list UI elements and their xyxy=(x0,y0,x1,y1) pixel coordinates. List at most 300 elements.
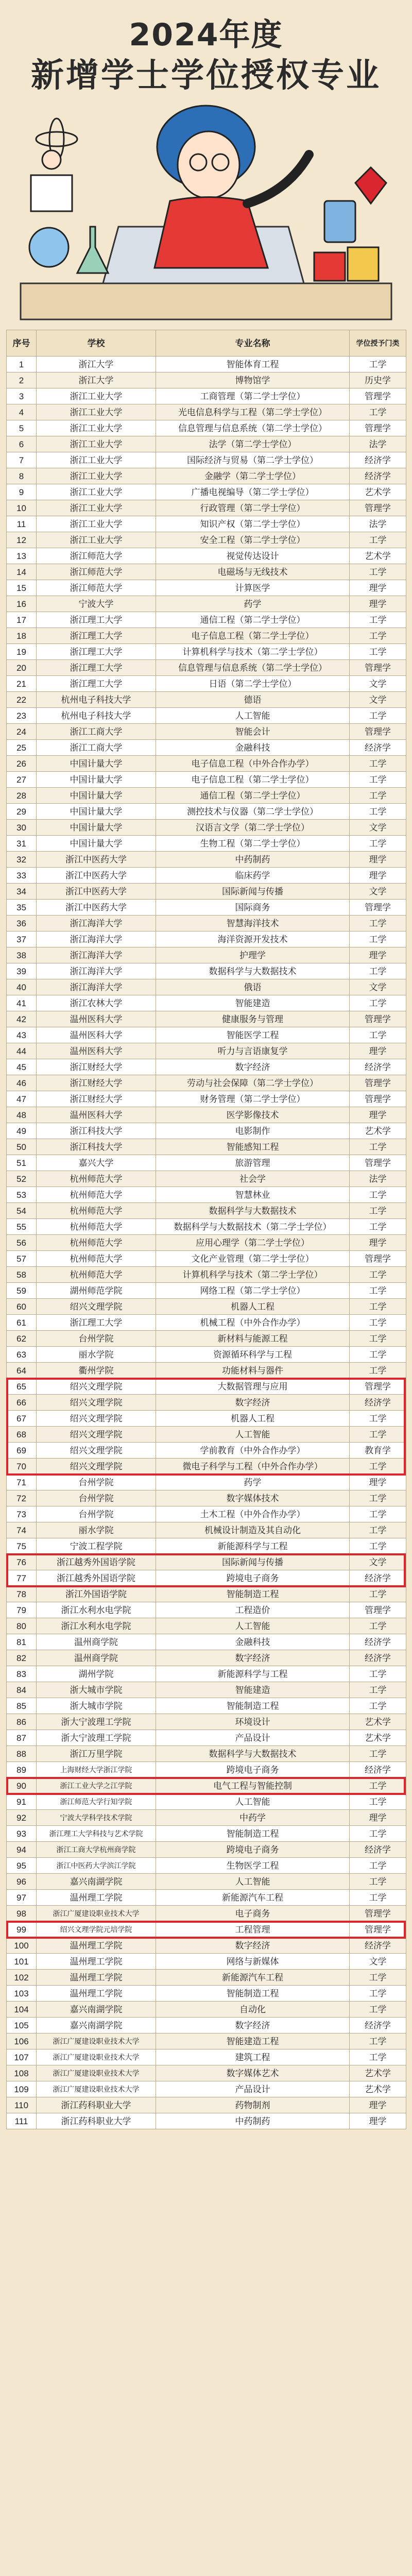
row-school: 杭州师范大学 xyxy=(37,1187,156,1203)
row-category: 经济学 xyxy=(350,1650,406,1666)
row-category: 文学 xyxy=(350,676,406,692)
row-major: 智能体育工程 xyxy=(156,357,350,372)
row-major: 国际经济与贸易（第二学士学位） xyxy=(156,452,350,468)
table-row xyxy=(7,1634,406,1650)
row-no: 90 xyxy=(7,1778,37,1794)
row-major: 功能材料与器件 xyxy=(156,1363,350,1379)
row-major: 中药制药 xyxy=(156,852,350,868)
row-no: 72 xyxy=(7,1490,37,1506)
row-category: 管理学 xyxy=(350,388,406,404)
row-category: 文学 xyxy=(350,692,406,708)
table-row xyxy=(7,1650,406,1666)
row-category: 工学 xyxy=(350,1219,406,1235)
row-no: 80 xyxy=(7,1618,37,1634)
row-school: 浙江中医药大学 xyxy=(37,884,156,900)
row-school: 杭州电子科技大学 xyxy=(37,692,156,708)
table-row xyxy=(7,628,406,644)
row-no: 28 xyxy=(7,788,37,804)
row-category: 艺术学 xyxy=(350,548,406,564)
row-no: 37 xyxy=(7,931,37,947)
row-school: 浙江工商大学 xyxy=(37,740,156,756)
row-category: 经济学 xyxy=(350,1762,406,1778)
table-row xyxy=(7,772,406,788)
table-row xyxy=(7,1874,406,1890)
row-no: 17 xyxy=(7,612,37,628)
row-major: 人工智能 xyxy=(156,1794,350,1810)
row-no: 99 xyxy=(7,1922,37,1938)
row-no: 51 xyxy=(7,1155,37,1171)
row-school: 宁波工程学院 xyxy=(37,1538,156,1554)
table-row xyxy=(7,1714,406,1730)
table-row xyxy=(7,1299,406,1315)
table-row xyxy=(7,1219,406,1235)
table-row xyxy=(7,1203,406,1219)
row-major: 大数据管理与应用 xyxy=(156,1379,350,1395)
row-category: 工学 xyxy=(350,1506,406,1522)
table-row xyxy=(7,1459,406,1475)
row-major: 通信工程（第二学士学位） xyxy=(156,788,350,804)
row-school: 台州学院 xyxy=(37,1506,156,1522)
arm-shape xyxy=(247,155,309,204)
table-row xyxy=(7,884,406,900)
table-row xyxy=(7,372,406,388)
row-category: 工学 xyxy=(350,788,406,804)
row-major: 光电信息科学与工程（第二学士学位） xyxy=(156,404,350,420)
row-major: 数字经济 xyxy=(156,1650,350,1666)
table-row xyxy=(7,1411,406,1427)
row-no: 97 xyxy=(7,1890,37,1906)
table-row xyxy=(7,995,406,1011)
row-category: 工学 xyxy=(350,2002,406,2018)
row-major: 数据科学与大数据技术 xyxy=(156,1203,350,1219)
row-major: 电子信息工程（第二学士学位） xyxy=(156,772,350,788)
row-school: 浙江科技大学 xyxy=(37,1123,156,1139)
row-category: 工学 xyxy=(350,1618,406,1634)
row-no: 6 xyxy=(7,436,37,452)
row-category: 工学 xyxy=(350,1363,406,1379)
row-school: 嘉兴南湖学院 xyxy=(37,2018,156,2033)
row-no: 76 xyxy=(7,1554,37,1570)
row-school: 浙江农林大学 xyxy=(37,995,156,1011)
row-major: 汉语言文学（第二学士学位） xyxy=(156,820,350,836)
table-row xyxy=(7,1954,406,1970)
table-row xyxy=(7,612,406,628)
books-icon-2 xyxy=(348,247,379,281)
header-illustration xyxy=(0,98,412,325)
row-category: 管理学 xyxy=(350,1075,406,1091)
row-no: 18 xyxy=(7,628,37,644)
table-row xyxy=(7,436,406,452)
table-row xyxy=(7,836,406,852)
row-school: 温州医科大学 xyxy=(37,1043,156,1059)
row-school: 杭州师范大学 xyxy=(37,1251,156,1267)
row-major: 信息管理与信息系统（第二学士学位） xyxy=(156,660,350,676)
row-major: 视觉传达设计 xyxy=(156,548,350,564)
row-category: 工学 xyxy=(350,628,406,644)
row-category: 工学 xyxy=(350,1139,406,1155)
shirt-shape xyxy=(154,197,268,268)
row-no: 21 xyxy=(7,676,37,692)
table-row xyxy=(7,1091,406,1107)
row-category: 工学 xyxy=(350,1826,406,1842)
row-school: 温州医科大学 xyxy=(37,1107,156,1123)
row-category: 工学 xyxy=(350,1315,406,1331)
row-major: 测控技术与仪器（第二学士学位） xyxy=(156,804,350,820)
table-row xyxy=(7,516,406,532)
row-no: 41 xyxy=(7,995,37,1011)
row-major: 药学 xyxy=(156,1475,350,1490)
row-category: 理学 xyxy=(350,1810,406,1826)
row-category: 工学 xyxy=(350,708,406,724)
table-row xyxy=(7,2033,406,2049)
row-category: 法学 xyxy=(350,516,406,532)
row-school: 浙江广厦建设职业技术大学 xyxy=(37,2049,156,2065)
row-school: 浙江工业大学 xyxy=(37,436,156,452)
table-row xyxy=(7,947,406,963)
row-no: 46 xyxy=(7,1075,37,1091)
row-major: 智能会计 xyxy=(156,724,350,740)
row-category: 文学 xyxy=(350,1954,406,1970)
row-school: 浙江理工大学 xyxy=(37,628,156,644)
row-school: 浙江广厦建设职业技术大学 xyxy=(37,1906,156,1922)
row-major: 数字经济 xyxy=(156,2018,350,2033)
table-row xyxy=(7,2097,406,2113)
row-school: 中国计量大学 xyxy=(37,836,156,852)
table-row xyxy=(7,1698,406,1714)
row-no: 1 xyxy=(7,357,37,372)
books-icon xyxy=(314,252,345,281)
row-major: 智能制造工程 xyxy=(156,1586,350,1602)
row-school: 杭州电子科技大学 xyxy=(37,708,156,724)
row-category: 工学 xyxy=(350,404,406,420)
row-category: 工学 xyxy=(350,2049,406,2065)
header-no: 序号 xyxy=(7,330,37,357)
row-category: 艺术学 xyxy=(350,1730,406,1746)
row-category: 工学 xyxy=(350,1522,406,1538)
row-school: 温州商学院 xyxy=(37,1650,156,1666)
row-category: 工学 xyxy=(350,995,406,1011)
gem-icon xyxy=(355,167,386,204)
table-row xyxy=(7,1251,406,1267)
row-major: 知识产权（第二学士学位） xyxy=(156,516,350,532)
row-major: 工商管理（第二学士学位） xyxy=(156,388,350,404)
row-school: 湖州师范学院 xyxy=(37,1283,156,1299)
table-row xyxy=(7,1155,406,1171)
row-no: 52 xyxy=(7,1171,37,1187)
row-no: 60 xyxy=(7,1299,37,1315)
row-category: 经济学 xyxy=(350,468,406,484)
row-category: 工学 xyxy=(350,963,406,979)
table-row xyxy=(7,2018,406,2033)
row-school: 绍兴文理学院 xyxy=(37,1443,156,1459)
row-no: 2 xyxy=(7,372,37,388)
row-major: 人工智能 xyxy=(156,1874,350,1890)
row-major: 建筑工程 xyxy=(156,2049,350,2065)
table-row xyxy=(7,868,406,884)
row-school: 浙江中医药大学 xyxy=(37,852,156,868)
row-major: 信息管理与信息系统（第二学士学位） xyxy=(156,420,350,436)
header xyxy=(0,0,412,330)
row-major: 产品设计 xyxy=(156,1730,350,1746)
row-major: 产品设计 xyxy=(156,2081,350,2097)
row-category: 理学 xyxy=(350,1475,406,1490)
row-no: 111 xyxy=(7,2113,37,2129)
row-no: 91 xyxy=(7,1794,37,1810)
table-row xyxy=(7,1618,406,1634)
row-school: 温州理工学院 xyxy=(37,1954,156,1970)
row-major: 德语 xyxy=(156,692,350,708)
table-row xyxy=(7,2081,406,2097)
row-major: 网络与新媒体 xyxy=(156,1954,350,1970)
row-no: 4 xyxy=(7,404,37,420)
table-row xyxy=(7,1283,406,1299)
row-school: 嘉兴南湖学院 xyxy=(37,2002,156,2018)
table-row xyxy=(7,1490,406,1506)
table-row xyxy=(7,1858,406,1874)
row-school: 丽水学院 xyxy=(37,1522,156,1538)
row-major: 金融科技 xyxy=(156,740,350,756)
row-no: 3 xyxy=(7,388,37,404)
row-school: 浙江药科职业大学 xyxy=(37,2113,156,2129)
row-school: 宁波大学 xyxy=(37,596,156,612)
row-major: 俄语 xyxy=(156,979,350,995)
row-no: 31 xyxy=(7,836,37,852)
row-category: 工学 xyxy=(350,1666,406,1682)
row-category: 教育学 xyxy=(350,1443,406,1459)
row-no: 73 xyxy=(7,1506,37,1522)
table-row xyxy=(7,1890,406,1906)
table-row xyxy=(7,852,406,868)
row-major: 广播电视编导（第二学士学位） xyxy=(156,484,350,500)
row-major: 新能源科学与工程 xyxy=(156,1538,350,1554)
row-category: 经济学 xyxy=(350,452,406,468)
row-major: 中药学 xyxy=(156,1810,350,1826)
row-no: 30 xyxy=(7,820,37,836)
table-row xyxy=(7,1075,406,1091)
row-major: 跨境电子商务 xyxy=(156,1842,350,1858)
row-no: 105 xyxy=(7,2018,37,2033)
row-no: 109 xyxy=(7,2081,37,2097)
table-row xyxy=(7,1538,406,1554)
row-no: 48 xyxy=(7,1107,37,1123)
table-row xyxy=(7,1123,406,1139)
row-category: 管理学 xyxy=(350,1011,406,1027)
row-no: 47 xyxy=(7,1091,37,1107)
row-major: 行政管理（第二学士学位） xyxy=(156,500,350,516)
row-no: 70 xyxy=(7,1459,37,1475)
row-major: 电子信息工程（第二学士学位） xyxy=(156,628,350,644)
row-major: 生物医学工程 xyxy=(156,1858,350,1874)
row-category: 艺术学 xyxy=(350,2065,406,2081)
table-row xyxy=(7,1682,406,1698)
row-category: 理学 xyxy=(350,947,406,963)
row-no: 23 xyxy=(7,708,37,724)
row-no: 38 xyxy=(7,947,37,963)
row-school: 上海财经大学浙江学院 xyxy=(37,1762,156,1778)
row-major: 智能制造工程 xyxy=(156,1986,350,2002)
row-no: 68 xyxy=(7,1427,37,1443)
row-no: 36 xyxy=(7,916,37,931)
row-major: 电子信息工程（中外合作办学） xyxy=(156,756,350,772)
header-category: 学位授予门类 xyxy=(350,330,406,357)
row-category: 工学 xyxy=(350,1682,406,1698)
table-row xyxy=(7,596,406,612)
table-row xyxy=(7,1922,406,1938)
row-no: 98 xyxy=(7,1906,37,1922)
row-category: 理学 xyxy=(350,2097,406,2113)
row-category: 工学 xyxy=(350,1890,406,1906)
table-row xyxy=(7,2002,406,2018)
row-no: 65 xyxy=(7,1379,37,1395)
row-no: 45 xyxy=(7,1059,37,1075)
row-no: 100 xyxy=(7,1938,37,1954)
row-major: 新材料与能源工程 xyxy=(156,1331,350,1347)
row-major: 数字媒体艺术 xyxy=(156,2065,350,2081)
row-no: 74 xyxy=(7,1522,37,1538)
row-category: 工学 xyxy=(350,1299,406,1315)
row-school: 浙大宁波理工学院 xyxy=(37,1730,156,1746)
row-no: 62 xyxy=(7,1331,37,1347)
row-school: 浙江工业大学 xyxy=(37,388,156,404)
row-school: 浙江海洋大学 xyxy=(37,916,156,931)
row-no: 71 xyxy=(7,1475,37,1490)
row-major: 新能源汽车工程 xyxy=(156,1970,350,1986)
row-no: 24 xyxy=(7,724,37,740)
row-no: 81 xyxy=(7,1634,37,1650)
table-row xyxy=(7,1570,406,1586)
row-category: 艺术学 xyxy=(350,1714,406,1730)
row-school: 浙江理工大学 xyxy=(37,612,156,628)
row-category: 艺术学 xyxy=(350,1123,406,1139)
row-category: 工学 xyxy=(350,931,406,947)
row-major: 安全工程（第二学士学位） xyxy=(156,532,350,548)
degree-table xyxy=(6,330,406,2129)
row-school: 浙江理工大学 xyxy=(37,676,156,692)
row-school: 温州理工学院 xyxy=(37,1986,156,2002)
table-row xyxy=(7,1315,406,1331)
row-category: 管理学 xyxy=(350,724,406,740)
row-category: 理学 xyxy=(350,596,406,612)
table-row xyxy=(7,931,406,947)
row-no: 108 xyxy=(7,2065,37,2081)
row-school: 中国计量大学 xyxy=(37,804,156,820)
row-no: 103 xyxy=(7,1986,37,2002)
row-category: 文学 xyxy=(350,979,406,995)
row-no: 8 xyxy=(7,468,37,484)
table-row xyxy=(7,1730,406,1746)
row-major: 智能制造工程 xyxy=(156,1826,350,1842)
row-category: 经济学 xyxy=(350,740,406,756)
row-no: 13 xyxy=(7,548,37,564)
row-major: 智慧林业 xyxy=(156,1187,350,1203)
table-row xyxy=(7,1363,406,1379)
row-no: 92 xyxy=(7,1810,37,1826)
row-school: 浙江工业大学 xyxy=(37,468,156,484)
row-category: 理学 xyxy=(350,852,406,868)
row-category: 工学 xyxy=(350,1970,406,1986)
row-no: 69 xyxy=(7,1443,37,1459)
row-category: 理学 xyxy=(350,2113,406,2129)
row-category: 理学 xyxy=(350,868,406,884)
table-row xyxy=(7,1522,406,1538)
row-no: 29 xyxy=(7,804,37,820)
table-row xyxy=(7,420,406,436)
teacher-icon xyxy=(42,150,61,169)
table-row xyxy=(7,1043,406,1059)
row-category: 工学 xyxy=(350,357,406,372)
degree-table-wrapper xyxy=(6,330,406,2129)
row-major: 数据科学与大数据技术 xyxy=(156,963,350,979)
row-no: 42 xyxy=(7,1011,37,1027)
row-major: 微电子科学与工程（中外合作办学） xyxy=(156,1459,350,1475)
table-row xyxy=(7,1506,406,1522)
row-major: 社会学 xyxy=(156,1171,350,1187)
row-category: 文学 xyxy=(350,1554,406,1570)
table-row xyxy=(7,692,406,708)
row-category: 工学 xyxy=(350,612,406,628)
row-school: 浙江理工大学 xyxy=(37,660,156,676)
row-school: 浙江理工大学科技与艺术学院 xyxy=(37,1826,156,1842)
row-school: 温州医科大学 xyxy=(37,1011,156,1027)
row-category: 工学 xyxy=(350,1538,406,1554)
flask-icon xyxy=(77,227,108,273)
row-no: 85 xyxy=(7,1698,37,1714)
row-major: 机器人工程 xyxy=(156,1299,350,1315)
table-row xyxy=(7,756,406,772)
row-major: 电磁场与无线技术 xyxy=(156,564,350,580)
row-school: 浙江海洋大学 xyxy=(37,979,156,995)
row-major: 临床药学 xyxy=(156,868,350,884)
row-school: 嘉兴大学 xyxy=(37,1155,156,1171)
row-category: 工学 xyxy=(350,1586,406,1602)
row-major: 数字经济 xyxy=(156,1059,350,1075)
row-major: 财务管理（第二学士学位） xyxy=(156,1091,350,1107)
row-no: 96 xyxy=(7,1874,37,1890)
table-row xyxy=(7,1059,406,1075)
row-school: 中国计量大学 xyxy=(37,820,156,836)
row-school: 杭州师范大学 xyxy=(37,1219,156,1235)
row-major: 跨境电子商务 xyxy=(156,1570,350,1586)
row-major: 机器人工程 xyxy=(156,1411,350,1427)
row-no: 55 xyxy=(7,1219,37,1235)
row-school: 温州理工学院 xyxy=(37,1970,156,1986)
row-no: 9 xyxy=(7,484,37,500)
row-no: 20 xyxy=(7,660,37,676)
row-category: 艺术学 xyxy=(350,484,406,500)
row-school: 中国计量大学 xyxy=(37,772,156,788)
row-no: 110 xyxy=(7,2097,37,2113)
row-major: 计算机科学与技术（第二学士学位） xyxy=(156,644,350,660)
table-row xyxy=(7,1187,406,1203)
row-major: 工程造价 xyxy=(156,1602,350,1618)
row-category: 经济学 xyxy=(350,2018,406,2033)
row-category: 经济学 xyxy=(350,1570,406,1586)
row-school: 杭州师范大学 xyxy=(37,1171,156,1187)
row-major: 护理学 xyxy=(156,947,350,963)
row-major: 金融科技 xyxy=(156,1634,350,1650)
row-major: 电气工程与智能控制 xyxy=(156,1778,350,1794)
row-major: 智慧海洋技术 xyxy=(156,916,350,931)
row-major: 人工智能 xyxy=(156,1427,350,1443)
row-no: 19 xyxy=(7,644,37,660)
row-no: 87 xyxy=(7,1730,37,1746)
table-row xyxy=(7,979,406,995)
table-row xyxy=(7,404,406,420)
row-category: 工学 xyxy=(350,1698,406,1714)
table-row xyxy=(7,1746,406,1762)
row-major: 新能源科学与工程 xyxy=(156,1666,350,1682)
row-school: 台州学院 xyxy=(37,1490,156,1506)
